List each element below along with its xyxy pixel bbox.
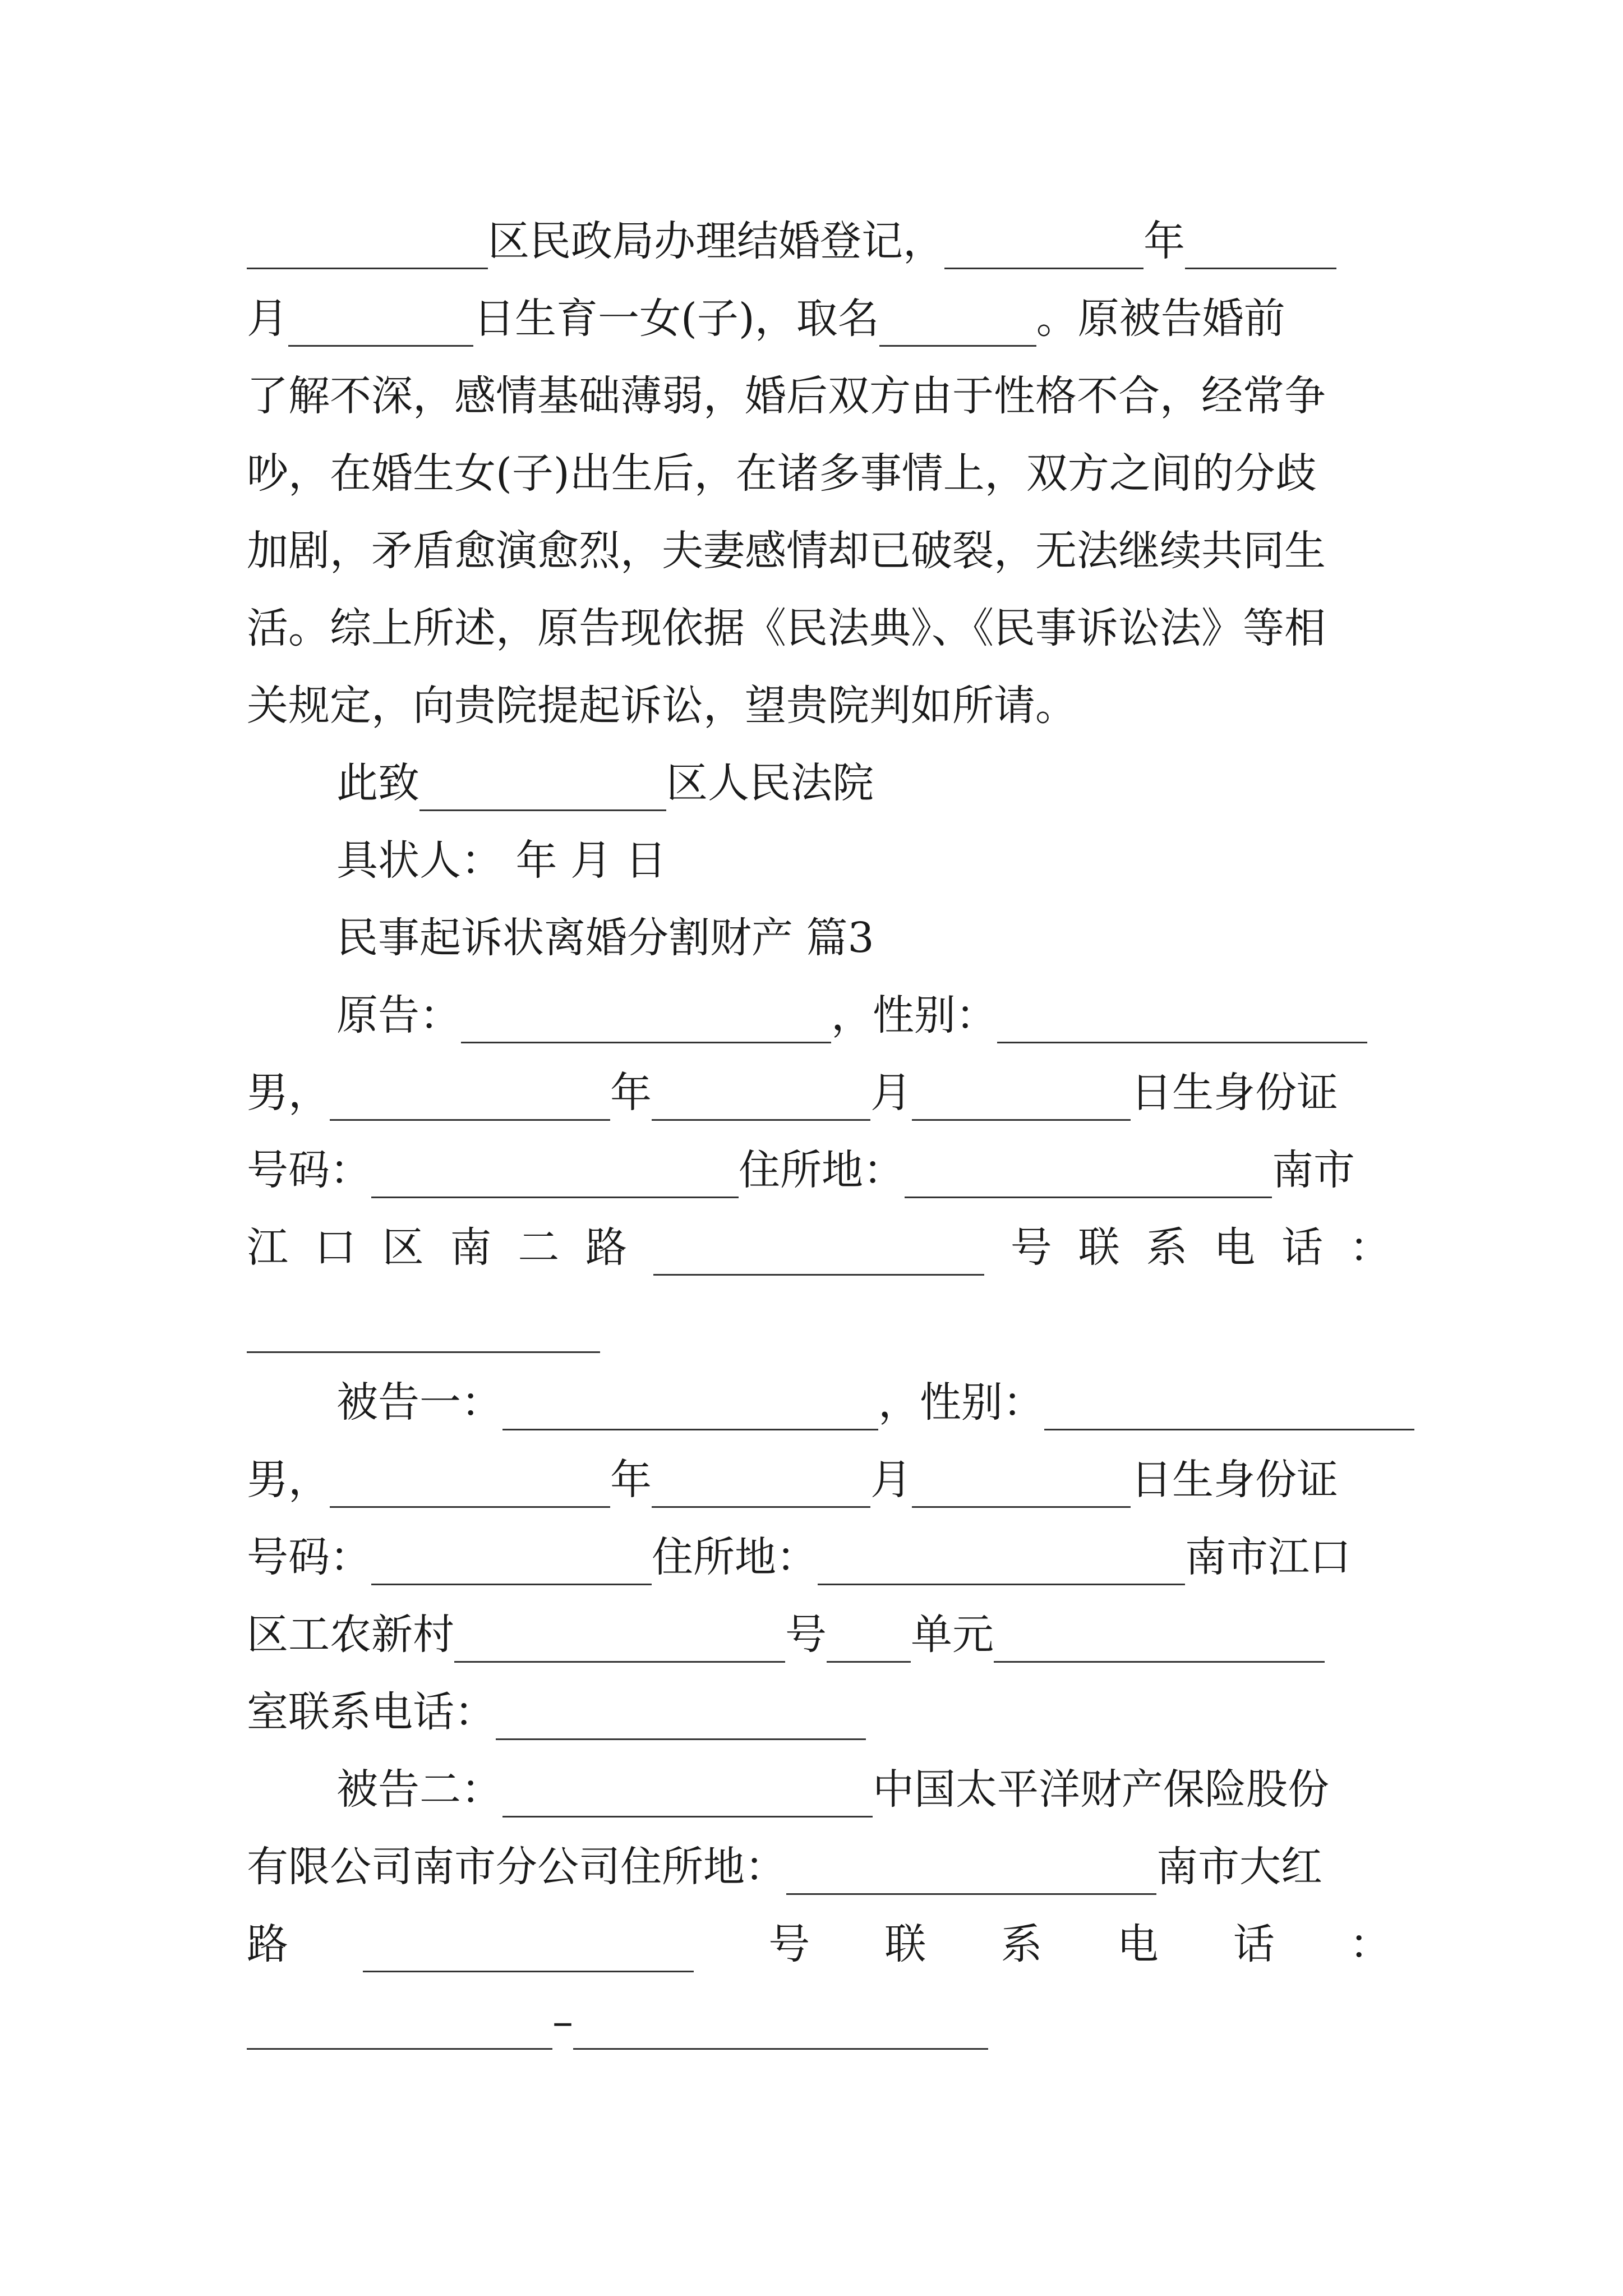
blank-birth-day[interactable] (912, 1079, 1131, 1121)
blank-road-number[interactable] (653, 1234, 984, 1276)
blank-phone-area[interactable] (247, 2008, 552, 2050)
text-char: 二 (518, 1223, 560, 1272)
text-char: 号 (768, 1920, 810, 1968)
text-line-defendant2-road (247, 1916, 1391, 1972)
text-line-3: 了解不深，感情基础薄弱，婚后双方由于性格不合，经常争 (247, 372, 1326, 420)
text-segment: 住所地： (739, 1146, 905, 1194)
blank-birth-year[interactable] (330, 1466, 610, 1508)
blank-plaintiff-phone[interactable] (247, 1312, 600, 1353)
blank-day[interactable] (288, 305, 473, 347)
blank-defendant1-phone[interactable] (496, 1699, 866, 1740)
text-segment: 南市江口 (1185, 1533, 1351, 1581)
text-segment: 住所地： (652, 1533, 818, 1581)
text-line-plaintiff-birth (247, 1065, 1391, 1121)
text-line-plaintiff-address (247, 1220, 1391, 1276)
text-line-defendant1-phone (247, 1684, 1391, 1740)
text-segment: 区民政局办理结婚登记， (488, 217, 944, 265)
text-line-defendant-1 (247, 1374, 1481, 1430)
text-segment: 号 (785, 1611, 827, 1659)
text-line-plaintiff (247, 987, 1481, 1043)
text-segment: 年 (1144, 217, 1185, 265)
text-char: 联 (884, 1920, 926, 1968)
text-segment: 有限公司南市分公司住所地： (247, 1843, 786, 1891)
text-char: 话 (1281, 1223, 1324, 1272)
text-char: 号 (1010, 1223, 1052, 1272)
text-line-plaintiff-phone (247, 1297, 1391, 1353)
blank-village-number[interactable] (454, 1621, 785, 1663)
blank-plaintiff-gender[interactable] (997, 1002, 1367, 1043)
text-line-2 (247, 291, 1391, 347)
text-segment: 此致 (336, 759, 419, 807)
text-segment: – (552, 1998, 573, 2046)
text-char: 话 (1233, 1920, 1275, 1968)
blank-child-name[interactable] (879, 305, 1036, 347)
text-segment: 月 (870, 1069, 912, 1117)
blank-birth-month[interactable] (652, 1079, 870, 1121)
text-segment: 被告一： (336, 1378, 502, 1427)
blank-road-number[interactable] (363, 1931, 694, 1972)
blank-year[interactable] (944, 228, 1144, 269)
text-segment: 日生身份证 (1131, 1456, 1338, 1504)
text-line-4: 吵，在婚生女(子)出生后，在诸多事情上，双方之间的分歧 (247, 449, 1317, 498)
blank-month[interactable] (1185, 228, 1336, 269)
blank-defendant1-name[interactable] (502, 1389, 878, 1430)
text-line-defendant1-id (247, 1529, 1391, 1585)
text-line-defendant1-address (247, 1607, 1391, 1663)
text-line-defendant2-phone (247, 1994, 1391, 2050)
text-segment: ，性别： (878, 1378, 1044, 1427)
text-line-signature: 具状人： 年 月 日 (336, 836, 667, 885)
blank-birth-day[interactable] (912, 1466, 1131, 1508)
text-segment: 区人民法院 (666, 759, 874, 807)
text-segment: 号码： (247, 1146, 371, 1194)
text-segment: ，性别： (831, 991, 997, 1039)
text-line-7: 关规定，向贵院提起诉讼，望贵院判如所请。 (247, 682, 1077, 730)
text-line-5: 加剧，矛盾愈演愈烈，夫妻感情却已破裂，无法继续共同生 (247, 527, 1326, 575)
text-segment: 单元 (911, 1611, 994, 1659)
blank-phone-number[interactable] (573, 2008, 988, 2050)
blank-building-number[interactable] (827, 1621, 911, 1663)
text-segment: 月 (247, 295, 288, 343)
text-line-addressee (247, 755, 1481, 811)
blank-residence[interactable] (818, 1544, 1185, 1585)
text-segment: 中国太平洋财产保险股份 (873, 1765, 1329, 1814)
section-heading: 民事起诉状离婚分割财产 篇3 (336, 914, 874, 962)
text-segment: 日生身份证 (1131, 1069, 1338, 1117)
text-char: 系 (1000, 1920, 1043, 1968)
text-char: 电 (1214, 1223, 1256, 1272)
text-segment: 南市 (1272, 1146, 1355, 1194)
blank-id-number[interactable] (371, 1544, 652, 1585)
text-char: ： (1349, 1223, 1391, 1272)
text-segment: 室联系电话： (247, 1688, 496, 1736)
text-char: 江 (247, 1223, 288, 1272)
blank-unit-number[interactable] (994, 1621, 1325, 1663)
text-char: 区 (382, 1223, 424, 1272)
text-char: 口 (314, 1223, 356, 1272)
text-segment: 原告： (336, 991, 461, 1039)
blank-plaintiff-name[interactable] (461, 1002, 831, 1043)
text-segment: 日生育一女(子)，取名 (473, 295, 879, 343)
blank-birth-year[interactable] (330, 1079, 610, 1121)
text-segment: 。原被告婚前 (1036, 295, 1285, 343)
blank-district[interactable] (247, 228, 488, 269)
text-line-defendant-2 (247, 1761, 1481, 1818)
blank-defendant1-gender[interactable] (1044, 1389, 1414, 1430)
text-segment: 月 (870, 1456, 912, 1504)
text-char: 电 (1117, 1920, 1159, 1968)
text-segment: 年 (610, 1069, 652, 1117)
text-char: 路 (585, 1223, 628, 1272)
blank-court-district[interactable] (419, 770, 666, 811)
text-char: 南 (450, 1223, 492, 1272)
text-char: ： (1349, 1920, 1391, 1968)
blank-birth-month[interactable] (652, 1466, 870, 1508)
blank-defendant2-rep[interactable] (502, 1776, 873, 1818)
text-line-defendant1-birth (247, 1452, 1391, 1508)
text-char: 路 (247, 1920, 288, 1968)
text-segment: 号码： (247, 1533, 371, 1581)
text-segment: 被告二： (336, 1765, 502, 1814)
text-char: 系 (1146, 1223, 1188, 1272)
text-line-plaintiff-id (247, 1142, 1391, 1198)
text-line-1 (247, 213, 1391, 269)
text-line-6: 活。综上所述，原告现依据《民法典》、《民事诉讼法》等相 (247, 604, 1326, 652)
text-segment: 男， (247, 1456, 330, 1504)
text-char: 联 (1078, 1223, 1120, 1272)
text-line-defendant2-address (247, 1839, 1391, 1895)
text-segment: 南市大红 (1156, 1843, 1322, 1891)
text-segment: 区工农新村 (247, 1611, 454, 1659)
blank-residence[interactable] (786, 1853, 1156, 1895)
text-segment: 年 (610, 1456, 652, 1504)
blank-id-number[interactable] (371, 1157, 739, 1198)
text-segment: 男， (247, 1069, 330, 1117)
blank-residence[interactable] (905, 1157, 1272, 1198)
